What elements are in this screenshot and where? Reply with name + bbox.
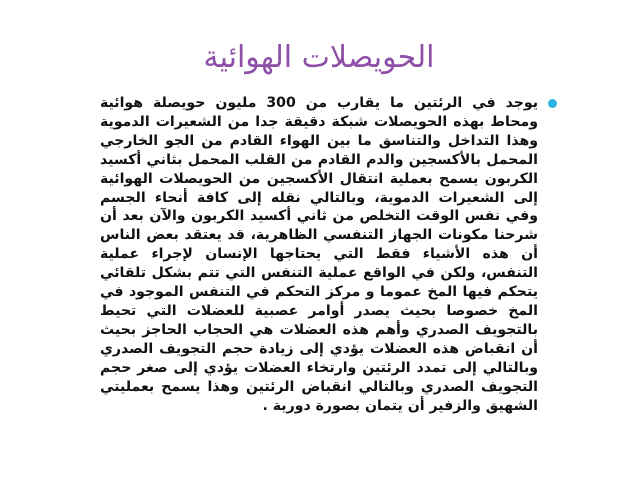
- bullet-icon: [548, 99, 557, 108]
- slide-body-text: يوجد في الرئتين ما يقارب من 300 مليون حويصلة هوائية ومحاط بهذه الحويصلات شبكة دقيقة جدا من الشعيرات الدموية وهذا التداخل والتناسق ما بين الهواء القادم من الجو الخارجي المحمل بالأكسجين والدم القادم من القلب المحمل بثاني أكسيد الكربون يسمح بعملية انتقال الأكسجين من الحويصلات الهوائية إلى الشعيرات الدموية، وبالتالي نقله إلى كافة أنحاء الجسم وفي نفس الوقت التخلص من ثاني أكسيد الكربون والآن بعد أن شرحنا مكونات الجهاز التنفسي الظاهرية، قد يعتقد بعض الناس أن هذه الأشياء فقط التي يحتاجها الإنسان لإجراء عملية التنفس، ولكن في الواقع عملية التنفس التي تتم بشكل تلقائي يتحكم فيها المخ عموما و مركز التحكم في التنفس الموجود في المخ خصوصا بحيث يصدر أوامر عصبية للعضلات التي تحيط بالتجويف الصدري وأهم هذه العضلات هي الحجاب الحاجز بحيث أن انقباض هذه العضلات يؤدي إلى زيادة حجم التجويف الصدري وبالتالي إلى تمدد الرئتين وارتخاء العضلات يؤدي إلى صغر حجم التجويف الصدري وبالتالي انقباض الرئتين وهذا يسمح بعمليتي الشهيق والزفير أن يتمان بصورة دورية .: [100, 95, 538, 414]
- slide-title: الحويصلات الهوائية: [203, 40, 435, 75]
